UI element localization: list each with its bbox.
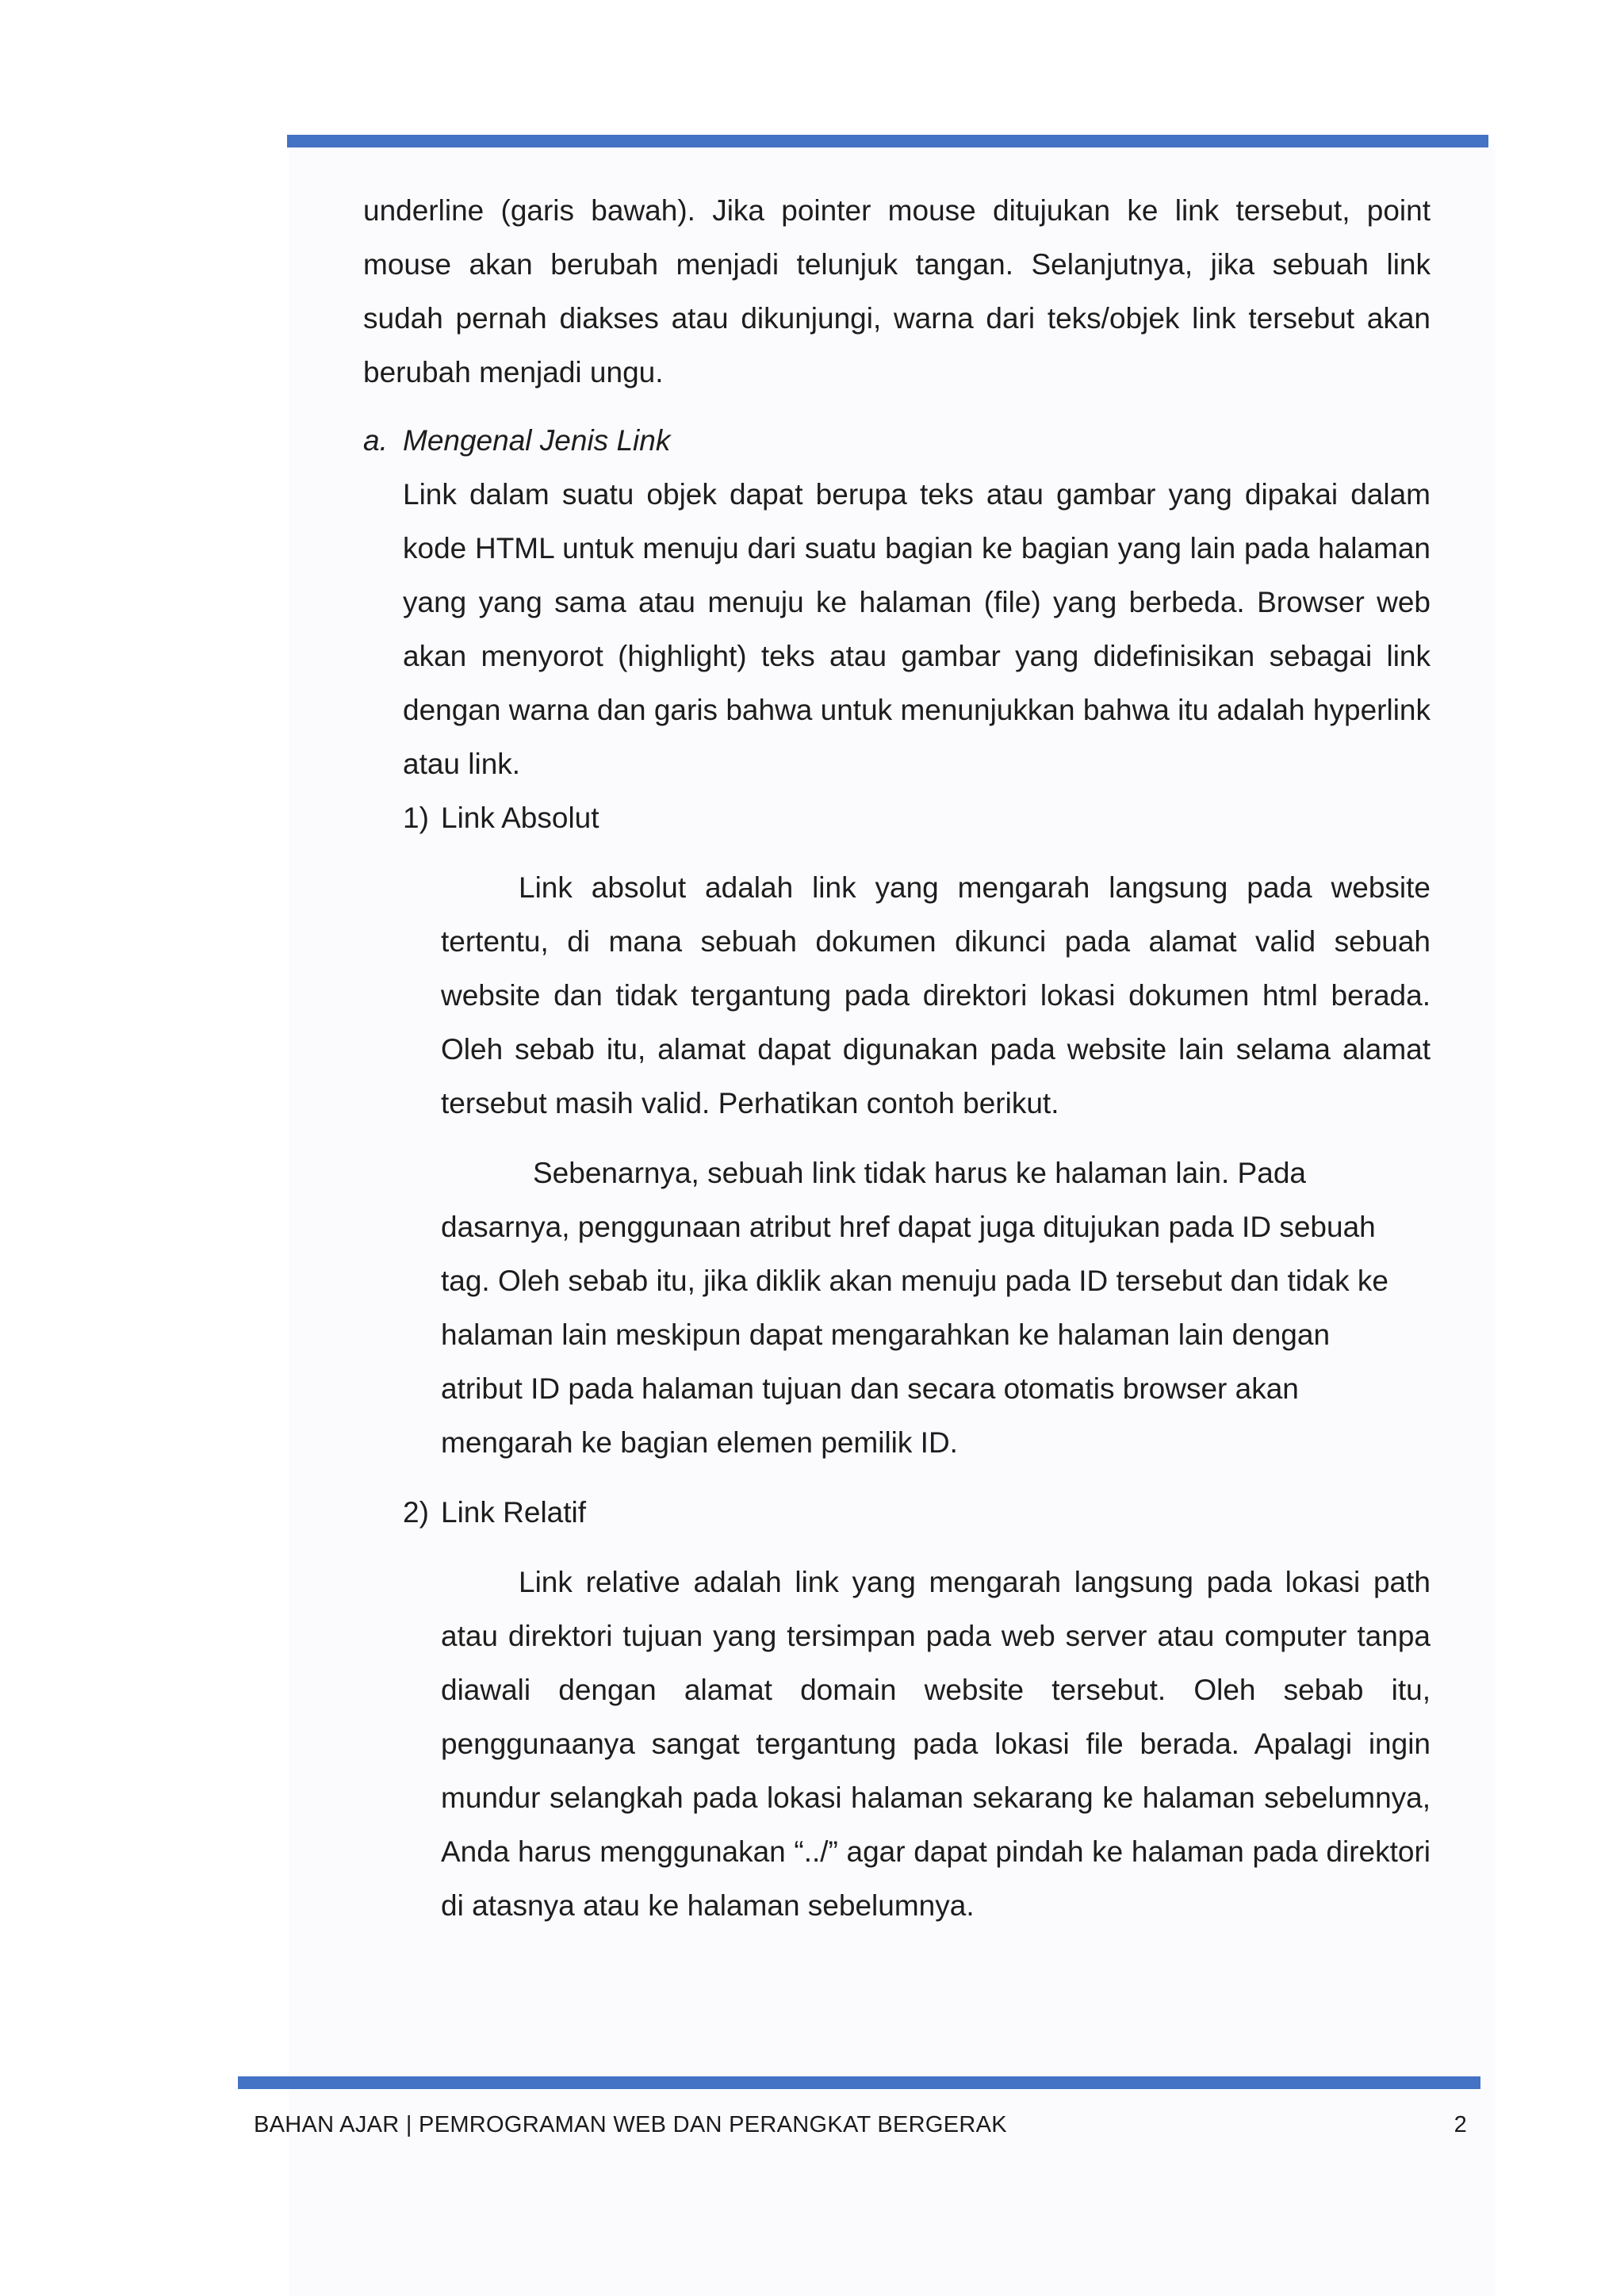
page-footer [254,2112,1467,2138]
header-rule [287,135,1488,147]
item-2-paragraph: Link relative adalah link yang mengarah langsung pada lokasi path atau direktori tujuan yang tersimpan pada web server atau computer tanpa diawali dengan alamat domain website tersebut. Oleh sebab itu, penggunaanya sangat tergantung pada lokasi file berada. Apalagi ingin mundur selangkah pada lokasi halaman sekarang ke halaman sebelumnya, Anda harus menggunakan “../” agar dapat pindah ke halaman pada direktori di atasnya atau ke halaman sebelumnya. [441,1566,1431,1922]
document-body [363,184,1431,1933]
section-a-title: Mengenal Jenis Link [403,424,671,457]
page-number: 2 [1454,2112,1467,2137]
footer-rule [238,2076,1480,2089]
footer-title: BAHAN AJAR | PEMROGRAMAN WEB DAN PERANGKAT BERGERAK [254,2112,1007,2137]
section-a-marker: a. [363,424,388,457]
section-a-paragraph: Link dalam suatu objek dapat berupa teks atau gambar yang dipakai dalam kode HTML untuk menuju dari suatu bagian ke bagian yang lain pada halaman yang yang sama atau menuju ke halaman (file) yang berbeda. Browser web akan menyorot (highlight) teks atau gambar yang didefinisikan sebagai link dengan warna dan garis bahwa untuk menunjukkan bahwa itu adalah hyperlink atau link. [403,478,1431,780]
item-1-body [441,861,1431,1470]
item-2-title: Link Relatif [441,1496,587,1529]
item-1-paragraph-1: Link absolut adalah link yang mengarah langsung pada website tertentu, di mana sebuah dokumen dikunci pada alamat valid sebuah website dan tidak tergantung pada direktori lokasi dokumen html berada. Oleh sebab itu, alamat dapat digunakan pada website lain selama alamat tersebut masih valid. Perhatikan contoh berikut. [441,871,1431,1119]
section-a-body [403,468,1431,1933]
item-1-heading [403,791,1431,845]
item-1-marker: 1) [403,802,429,834]
section-a-heading [363,414,1431,468]
item-1-title: Link Absolut [441,802,599,834]
item-2-marker: 2) [403,1496,429,1529]
intro-paragraph: underline (garis bawah). Jika pointer mouse ditujukan ke link tersebut, point mouse akan berubah menjadi telunjuk tangan. Selanjutnya, jika sebuah link sudah pernah diakses atau dikunjungi, warna dari teks/objek link tersebut akan berubah menjadi ungu. [363,194,1431,388]
item-1-paragraph-2: Sebenarnya, sebuah link tidak harus ke halaman lain. Pada dasarnya, penggunaan atribut href dapat juga ditujukan pada ID sebuah tag. Oleh sebab itu, jika diklik akan menuju pada ID tersebut dan tidak ke halaman lain meskipun dapat mengarahkan ke halaman lain dengan atribut ID pada halaman tujuan dan secara otomatis browser akan mengarah ke bagian elemen pemilik ID. [441,1157,1388,1459]
item-2-heading [403,1486,1431,1540]
item-2-body [441,1556,1431,1933]
